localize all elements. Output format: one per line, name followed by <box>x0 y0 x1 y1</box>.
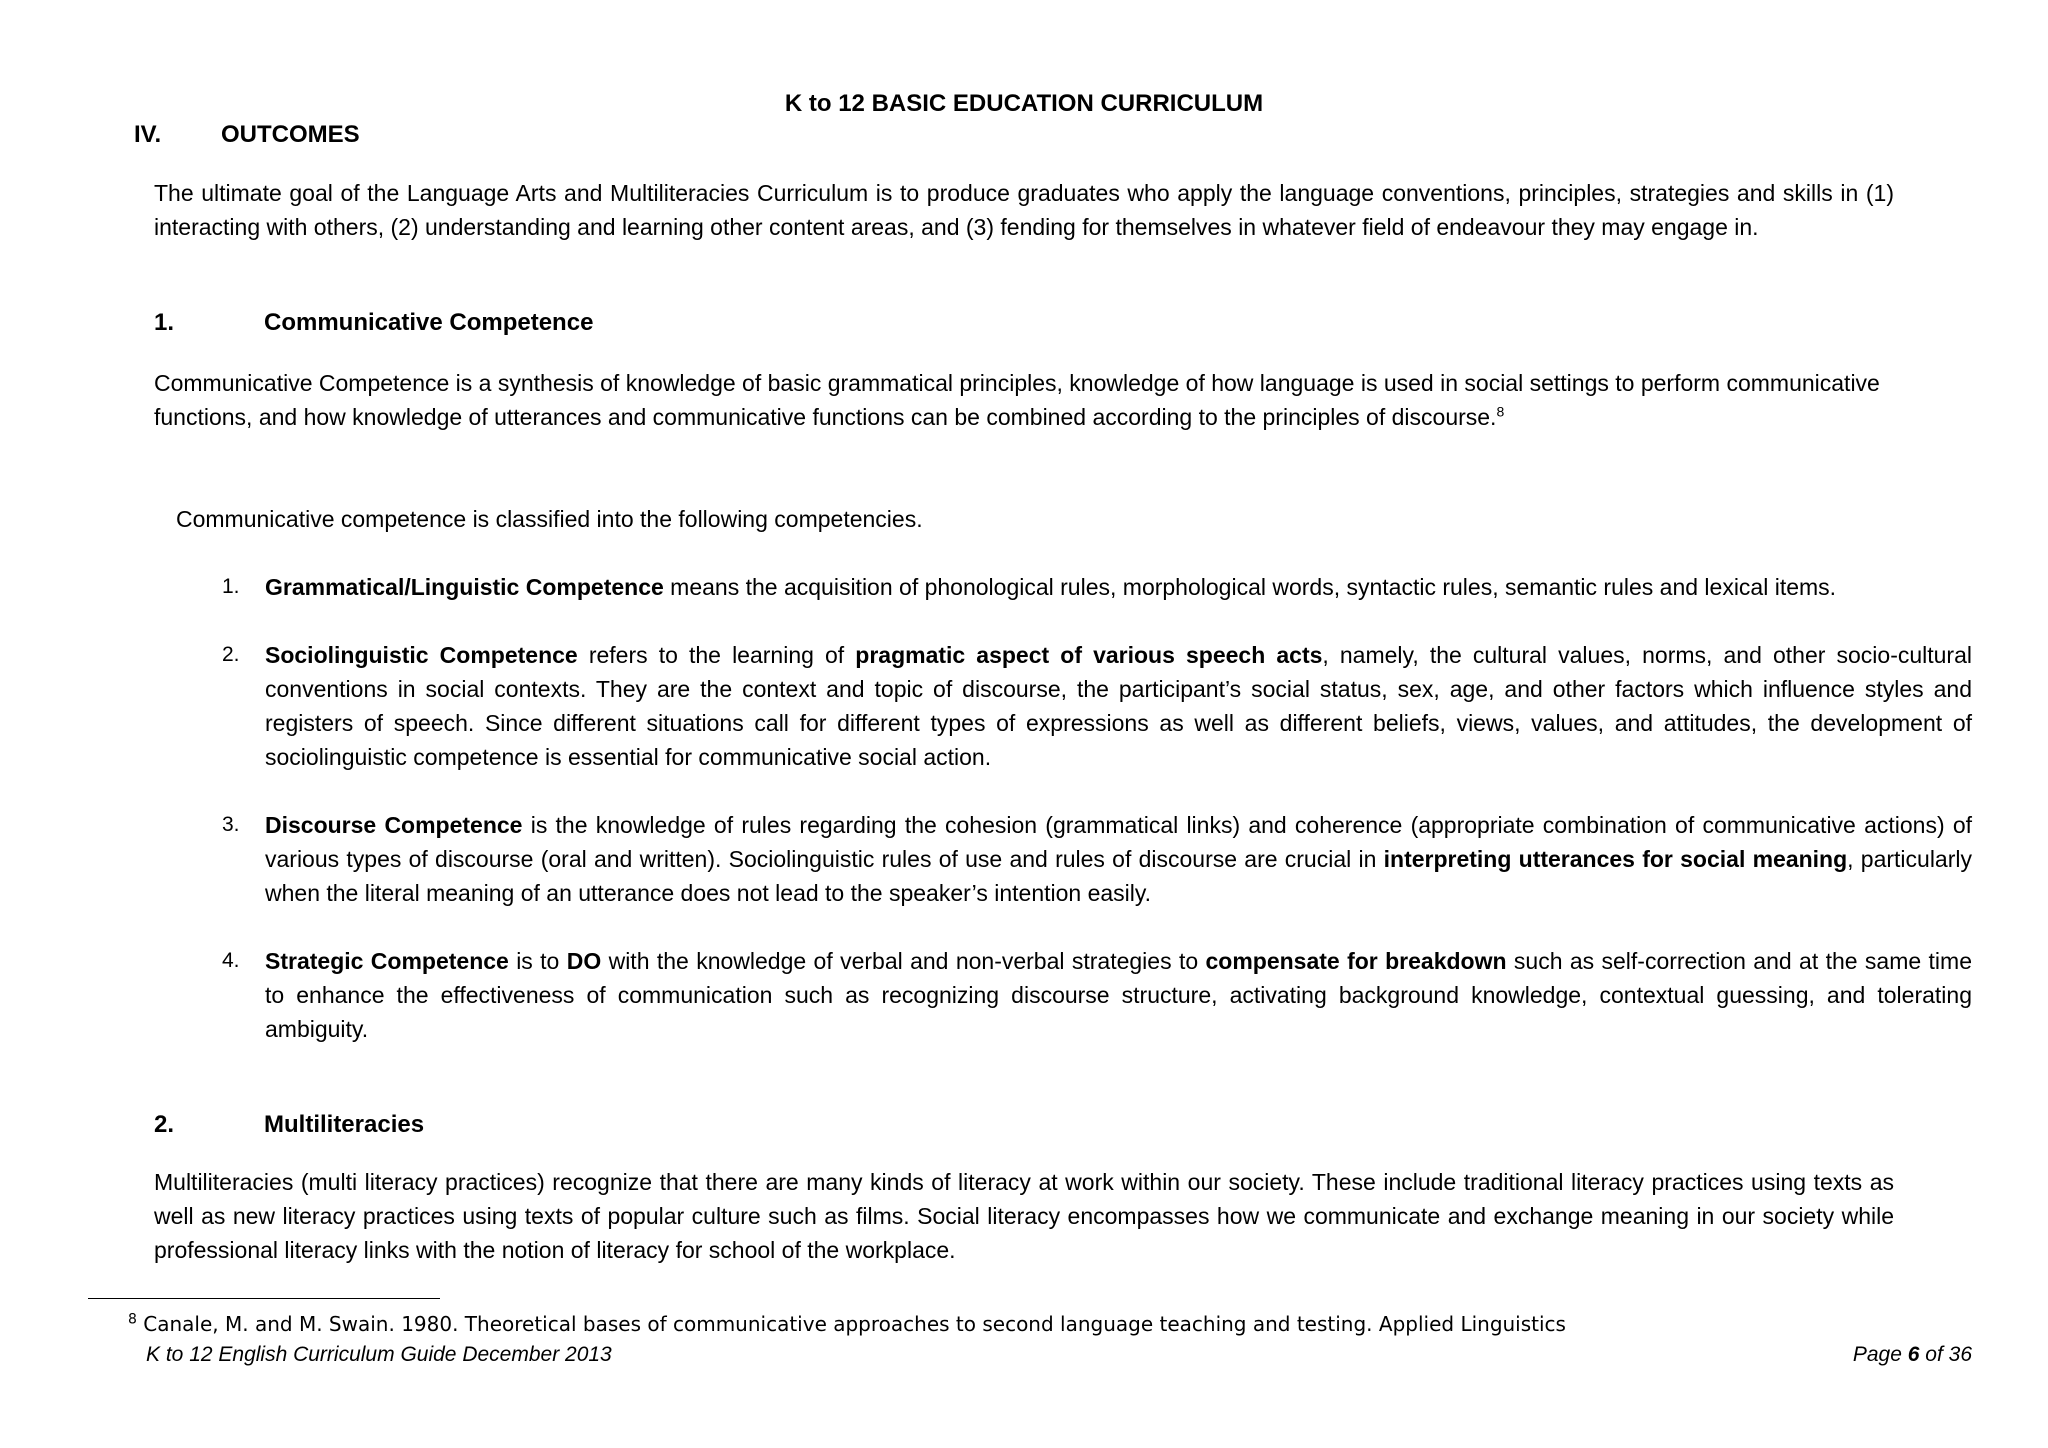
competence-description: such as self-correction and at the same time to enhance the effectiveness of communication such as recognizing discourse structure, activating background knowledge, contextual guessing, and tolerating ambiguity. <box>265 948 1972 1042</box>
intro-paragraph: The ultimate goal of the Language Arts and Multiliteracies Curriculum is to produce graduates who apply the language conventions, principles, strategies and skills in (1) interacting with others, (2) understanding and learning other content areas, and (3) fending for themselves in whatever field of endeavour they may engage in. <box>154 180 1894 240</box>
multiliteracies-heading <box>154 1108 424 1142</box>
footer-guide-title: K to 12 English Curriculum Guide December 2013 <box>146 1343 612 1366</box>
communicative-paragraph <box>154 366 1894 434</box>
list-marker: 4. <box>222 949 240 972</box>
section-heading <box>134 118 360 152</box>
communicative-text: Communicative Competence is a synthesis of knowledge of basic grammatical principles, knowledge of how language is used in social settings to perform communicative functions, and how knowledge of utterances and communicative functions can be combined according to the principles of discourse. <box>154 370 1880 430</box>
multiliteracies-title: Multiliteracies <box>264 1111 425 1138</box>
list-item-body <box>265 944 1972 1046</box>
page-prefix: Page <box>1852 1343 1908 1366</box>
communicative-number: 1. <box>154 309 175 336</box>
section-title: OUTCOMES <box>221 121 360 148</box>
footnote-marker: 8 <box>128 1311 137 1328</box>
competence-term: Discourse Competence <box>265 812 523 838</box>
classification-intro: Communicative competence is classified into the following competencies. <box>176 506 923 532</box>
section-number: IV. <box>134 121 162 148</box>
footer-page-number <box>1853 1341 1972 1369</box>
page-suffix: of 36 <box>1919 1343 1972 1366</box>
emphasis-text: compensate for breakdown <box>1205 948 1507 974</box>
competence-term: Sociolinguistic Competence <box>265 642 578 668</box>
emphasis-text: DO <box>566 948 602 974</box>
footnote <box>128 1310 1566 1338</box>
competence-description: , namely, the cultural values, norms, and other socio-cultural conventions in social contexts. They are the context and topic of discourse, the participant’s social status, sex, age, and other factors which influence styles and registers of speech. Since different situations call for different types of expressions as well as different beliefs, views, values, and attitudes, the development of sociolinguistic competence is essential for communicative social action. <box>265 642 1972 770</box>
list-marker: 3. <box>222 813 240 836</box>
competence-description: is to <box>508 948 567 974</box>
communicative-heading <box>154 306 593 340</box>
list-marker: 1. <box>222 575 240 598</box>
list-item <box>222 570 1972 604</box>
list-item-body <box>265 570 1972 604</box>
competence-description: is the knowledge of rules regarding the cohesion (grammatical links) and coherence (appropriate combination of communicative actions) of various types of discourse (oral and written). Sociolinguistic rules of use and rules of discourse are crucial in <box>265 812 1973 872</box>
emphasis-text: pragmatic aspect of various speech acts <box>855 642 1323 668</box>
list-item-body <box>265 638 1972 774</box>
competence-description: refers to the learning of <box>577 642 856 668</box>
competence-description: with the knowledge of verbal and non-verbal strategies to <box>601 948 1206 974</box>
multiliteracies-paragraph: Multiliteracies (multi literacy practices) recognize that there are many kinds of literacy at work within our society. These include traditional literacy practices using texts as well as new literacy practices using texts of popular culture such as films. Social literacy encompasses how we communicate and exchange meaning in our society while professional literacy links with the notion of literacy for school of the workplace. <box>154 1169 1894 1263</box>
list-item <box>222 638 1972 774</box>
footnote-reference[interactable]: 8 <box>1496 403 1505 420</box>
list-item-body <box>265 808 1972 910</box>
communicative-title: Communicative Competence <box>264 309 594 336</box>
list-marker: 2. <box>222 643 240 666</box>
list-item <box>222 808 1972 910</box>
competence-description: means the acquisition of phonological rules, morphological words, syntactic rules, semantic rules and lexical items. <box>663 574 1837 600</box>
footnote-divider <box>88 1298 440 1299</box>
footnote-text: Canale, M. and M. Swain. 1980. Theoretical bases of communicative approaches to second language teaching and testing. Applied Linguistics <box>136 1312 1566 1336</box>
document-header-title: K to 12 BASIC EDUCATION CURRICULUM <box>784 90 1264 117</box>
competence-description: , particularly when the literal meaning of an utterance does not lead to the speaker’s intention easily. <box>265 846 1972 906</box>
competence-term: Grammatical/Linguistic Competence <box>265 574 664 600</box>
multiliteracies-number: 2. <box>154 1111 175 1138</box>
list-item <box>222 944 1972 1046</box>
competence-term: Strategic Competence <box>265 948 509 974</box>
emphasis-text: interpreting utterances for social meaning <box>1383 846 1848 872</box>
page-current: 6 <box>1907 1343 1920 1366</box>
